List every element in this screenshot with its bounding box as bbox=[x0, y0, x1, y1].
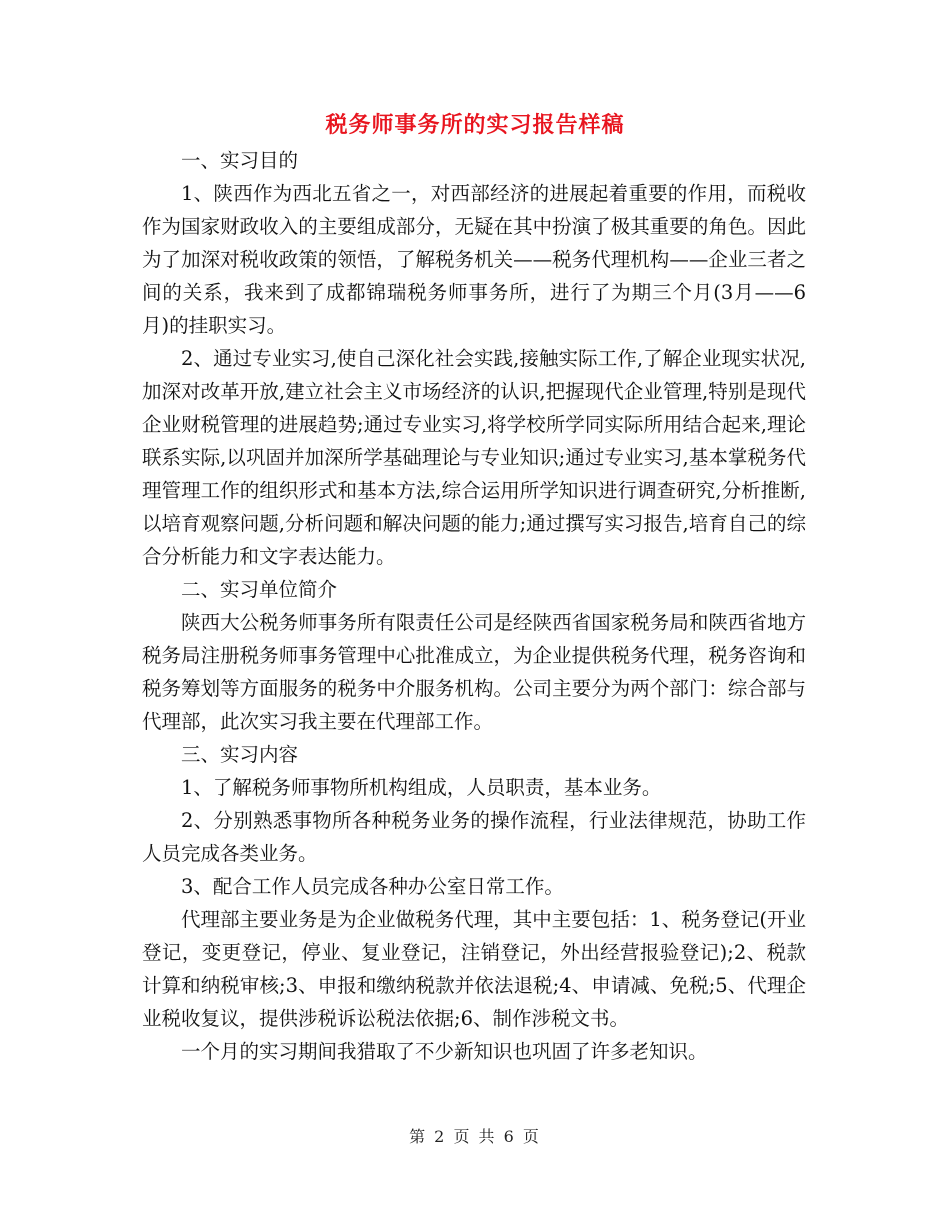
paragraph: 一个月的实习期间我猎取了不少新知识也巩固了许多老知识。 bbox=[181, 1040, 708, 1063]
section-heading: 一、实习目的 bbox=[181, 149, 299, 172]
paragraph: 1、了解税务师事物所机构组成，人员职责，基本业务。 bbox=[181, 776, 662, 799]
page-number-footer: 第 2 页 共 6 页 bbox=[409, 1127, 541, 1146]
paragraph: 2、通过专业实习,使自己深化社会实践,接触实际工作,了解企业现实状况,加深对改革开放,建立社会主义市场经济的认识,把握现代企业管理,特别是现代企业财税管理的进展趋势;通过专业实习,将学校所学同实际所用结合起来,理论联系实际,以巩固并加深所学基础理论与专业知识;通过专业实习,基本掌税务代理管理工作的组织形式和基本方法,综合运用所学知识进行调查研究,分析推断,以培育观察问题,分析问题和解决问题的能力;通过撰写实习报告,培育自己的综合分析能力和文字表达能力。 bbox=[142, 347, 806, 568]
paragraph: 代理部主要业务是为企业做税务代理，其中主要包括：1、税务登记(开业登记，变更登记，停业、复业登记，注销登记，外出经营报验登记);2、税款计算和纳税审核;3、申报和缴纳税款并依法退税;4、申请减、免税;5、代理企业税收复议，提供涉税诉讼税法依据;6、制作涉税文书。 bbox=[142, 908, 806, 1030]
paragraph: 陕西大公税务师事务所有限责任公司是经陕西省国家税务局和陕西省地方税务局注册税务师事务管理中心批准成立，为企业提供税务代理，税务咨询和税务筹划等方面服务的税务中介服务机构。公司主要分为两个部门：综合部与代理部，此次实习我主要在代理部工作。 bbox=[142, 611, 806, 733]
section-heading: 二、实习单位简介 bbox=[181, 578, 338, 601]
paragraph: 3、配合工作人员完成各种办公室日常工作。 bbox=[181, 875, 564, 898]
paragraph: 1、陕西作为西北五省之一，对西部经济的进展起着重要的作用，而税收作为国家财政收入的主要组成部分，无疑在其中扮演了极其重要的角色。因此为了加深对税收政策的领悟，了解税务机关——税务代理机构——企业三者之间的关系，我来到了成都锦瑞税务师事务所，进行了为期三个月(3月——6月)的挂职实习。 bbox=[142, 182, 806, 337]
document-body bbox=[142, 144, 806, 1068]
document-title: 税务师事务所的实习报告样稿 bbox=[325, 112, 625, 138]
section-heading: 三、实习内容 bbox=[181, 743, 299, 766]
paragraph: 2、分别熟悉事物所各种税务业务的操作流程，行业法律规范，协助工作人员完成各类业务。 bbox=[142, 809, 806, 865]
